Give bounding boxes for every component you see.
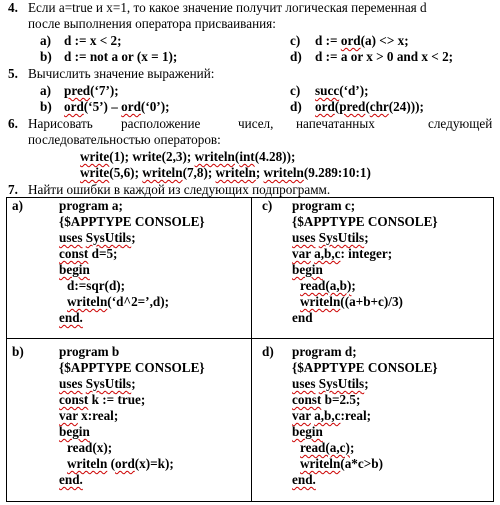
q6-word-2: расположение [121, 116, 201, 131]
q5-c-label: c) [290, 83, 301, 98]
program-d-label: d) [262, 344, 274, 359]
program-d-line: uses SysUtils; [292, 376, 369, 391]
table-border-bottom [6, 501, 494, 502]
q4-text-line1: Если a=true и x=1, то какое значение получит логическая переменная d [28, 0, 427, 15]
q4-a-code: d := x < 2; [64, 33, 122, 48]
program-b-line: read(x); [67, 440, 113, 455]
table-border-left [6, 197, 7, 502]
q6-word-3: чисел, [238, 116, 274, 131]
q5-b-code: ord(‘5’) – ord(‘0’); [64, 99, 170, 114]
program-c-line: program c; [292, 198, 356, 213]
program-b-line: var x:real; [59, 408, 119, 423]
q5-a-code: pred(‘7’); [64, 83, 119, 98]
program-c-line: var a,b,c: integer; [292, 246, 393, 261]
program-c-line: uses SysUtils; [292, 230, 369, 245]
q4-number: 4. [8, 0, 18, 15]
table-border-middle [6, 338, 494, 339]
program-d-line: const b=2.5; [292, 392, 361, 407]
program-b-line: begin [59, 424, 90, 439]
program-b-line: program b [59, 344, 120, 359]
program-c-line: end [292, 310, 313, 325]
q4-b-label: b) [40, 49, 52, 64]
q5-a-label: a) [40, 83, 51, 98]
program-b-line: uses SysUtils; [59, 376, 136, 391]
q6-code-line2: write(5,6); writeln(7,8); writeln; writeln(9.289:10:1) [80, 165, 371, 180]
program-b-line: writeln (ord(x)=k); [67, 456, 174, 471]
q5-text: Вычислить значение выражений: [28, 66, 215, 81]
program-d-line: var a,b,c:real; [292, 408, 371, 423]
program-b-label: b) [12, 344, 24, 359]
program-c-line: read(a,b); [300, 278, 356, 293]
program-a-line: {$APPTYPE CONSOLE} [59, 214, 205, 229]
q4-d-label: d) [290, 49, 302, 64]
program-d-line: writeln(a*c>b) [300, 456, 383, 471]
q4-c-label: c) [290, 33, 301, 48]
program-d-line: begin [292, 424, 323, 439]
program-c-line: begin [292, 262, 323, 277]
q4-b-code: d := not a or (x = 1); [64, 49, 178, 64]
program-d-line: program d; [292, 344, 357, 359]
q5-d-code: ord(pred(chr(24))); [315, 99, 424, 114]
q6-code-line1: write(1); write(2,3); writeln(int(4.28)); [80, 149, 296, 164]
q5-d-label: d) [290, 99, 302, 114]
q6-word-1: Нарисовать [28, 116, 93, 131]
program-a-line: end. [59, 310, 83, 325]
program-d-line: end. [292, 472, 316, 487]
table-border-center [251, 197, 252, 502]
q7-text: Найти ошибки в каждой из следующих подпрограмм. [28, 182, 331, 197]
q4-text-line2: после выполнения оператора присваивания: [28, 16, 276, 31]
program-a-label: a) [12, 198, 23, 213]
q6-number: 6. [8, 116, 18, 131]
q6-text-line2: последовательностью операторов: [28, 132, 221, 147]
program-a-line: begin [59, 262, 90, 277]
q7-number: 7. [8, 182, 18, 197]
program-c-line: {$APPTYPE CONSOLE} [292, 214, 438, 229]
q6-word-4: напечатанных [296, 116, 375, 131]
q4-d-code: d := a or x > 0 and x < 2; [315, 49, 454, 64]
q5-number: 5. [8, 66, 18, 81]
q6-word-5: следующей [428, 116, 493, 131]
q5-c-code: succ(‘d’); [315, 83, 369, 98]
program-c-label: c) [262, 198, 273, 213]
program-d-line: read(a,c); [300, 440, 355, 455]
program-a-line: program a; [59, 198, 123, 213]
program-a-line: writeln(‘d^2=’,d); [67, 294, 169, 309]
program-a-line: uses SysUtils; [59, 230, 136, 245]
program-b-line: end. [59, 472, 83, 487]
program-c-line: writeln((a+b+c)/3) [300, 294, 403, 309]
program-b-line: const k := true; [59, 392, 146, 407]
program-a-line: d:=sqr(d); [67, 278, 126, 293]
program-b-line: {$APPTYPE CONSOLE} [59, 360, 205, 375]
program-a-line: const d=5; [59, 246, 118, 261]
program-d-line: {$APPTYPE CONSOLE} [292, 360, 438, 375]
q4-a-label: a) [40, 33, 51, 48]
table-border-right [493, 197, 494, 502]
q5-b-label: b) [40, 99, 52, 114]
q4-c-code: d := ord(a) <> x; [315, 33, 409, 48]
